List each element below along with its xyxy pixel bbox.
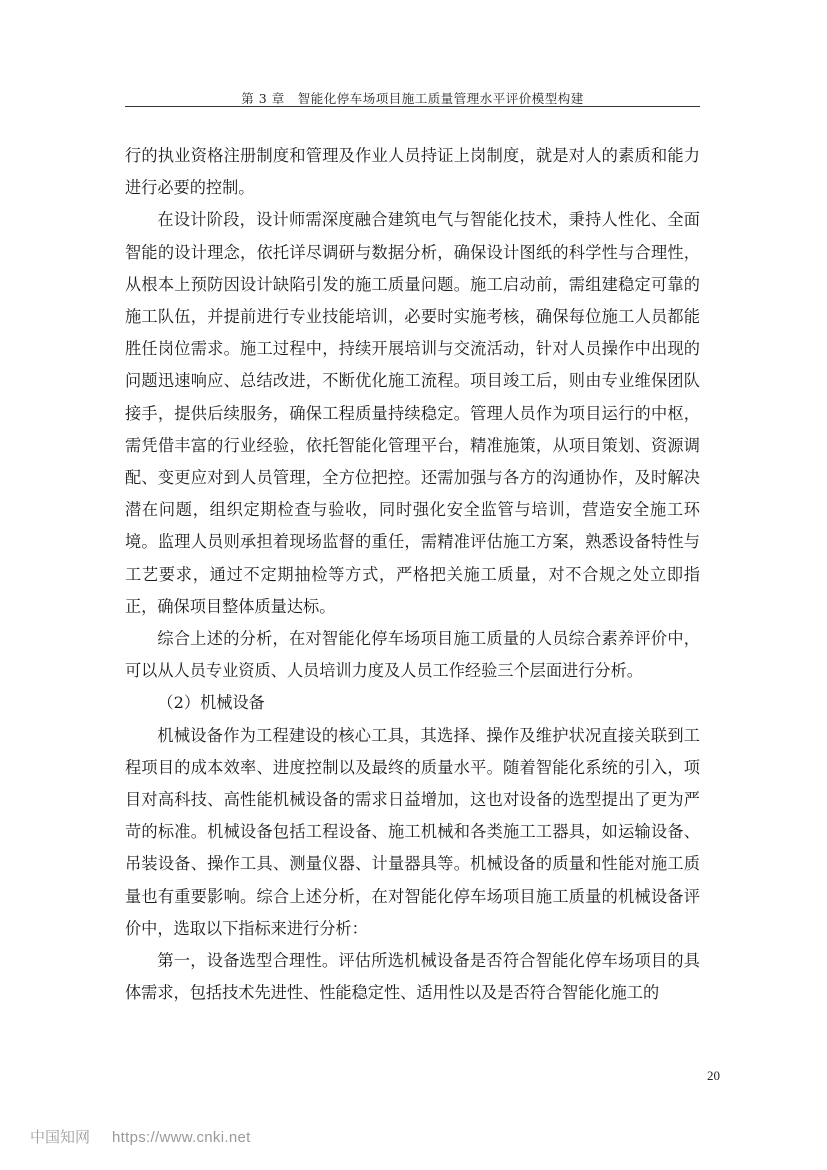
- watermark-brand: 中国知网: [30, 1128, 91, 1146]
- paragraph-personnel-summary: 综合上述的分析，在对智能化停车场项目施工质量的人员综合素养评价中，可以从人员专业资质、人员培训力度及人员工作经验三个层面进行分析。: [125, 629, 700, 681]
- body-text: [125, 140, 700, 1009]
- header-rule: [125, 106, 700, 107]
- paragraph-equipment-selection: 第一，设备选型合理性。评估所选机械设备是否符合智能化停车场项目的具体需求，包括技术先进性、性能稳定性、适用性以及是否符合智能化施工的: [125, 951, 700, 1003]
- section-heading-machinery: （2）机械设备: [157, 693, 265, 713]
- paragraph-continuation: 行的执业资格注册制度和管理及作业人员持证上岗制度，就是对人的素质和能力进行必要的控制。: [125, 146, 700, 198]
- watermark-url: https://www.cnki.net: [112, 1129, 251, 1146]
- watermark: [30, 1126, 251, 1147]
- page-number: 20: [707, 1068, 720, 1083]
- running-header: 第 3 章 智能化停车场项目施工质量管理水平评价模型构建: [241, 91, 584, 106]
- paragraph-design-stage: 在设计阶段，设计师需深度融合建筑电气与智能化技术，秉持人性化、全面智能的设计理念，依托详尽调研与数据分析，确保设计图纸的科学性与合理性，从根本上预防因设计缺陷引发的施工质量问题。施工启动前，需组建稳定可靠的施工队伍，并提前进行专业技能培训，必要时实施考核，确保每位施工人员都能胜任岗位需求。施工过程中，持续开展培训与交流活动，针对人员操作中出现的问题迅速响应、总结改进，不断优化施工流程。项目竣工后，则由专业维保团队接手，提供后续服务，确保工程质量持续稳定。管理人员作为项目运行的中枢，需凭借丰富的行业经验，依托智能化管理平台，精准施策，从项目策划、资源调配、变更应对到人员管理，全方位把控。还需加强与各方的沟通协作，及时解决潜在问题，组织定期检查与验收，同时强化安全监管与培训，营造安全施工环境。监理人员则承担着现场监督的重任，需精准评估施工方案，熟悉设备特性与工艺要求，通过不定期抽检等方式，严格把关施工质量，对不合规之处立即指正，确保项目整体质量达标。: [125, 210, 700, 616]
- paragraph-machinery: 机械设备作为工程建设的核心工具，其选择、操作及维护状况直接关联到工程项目的成本效率、进度控制以及最终的质量水平。随着智能化系统的引入，项目对高科技、高性能机械设备的需求日益增加，这也对设备的选型提出了更为严苛的标准。机械设备包括工程设备、施工机械和各类施工工器具，如运输设备、吊装设备、操作工具、测量仪器、计量器具等。机械设备的质量和性能对施工质量也有重要影响。综合上述分析，在对智能化停车场项目施工质量的机械设备评价中，选取以下指标来进行分析：: [125, 725, 700, 938]
